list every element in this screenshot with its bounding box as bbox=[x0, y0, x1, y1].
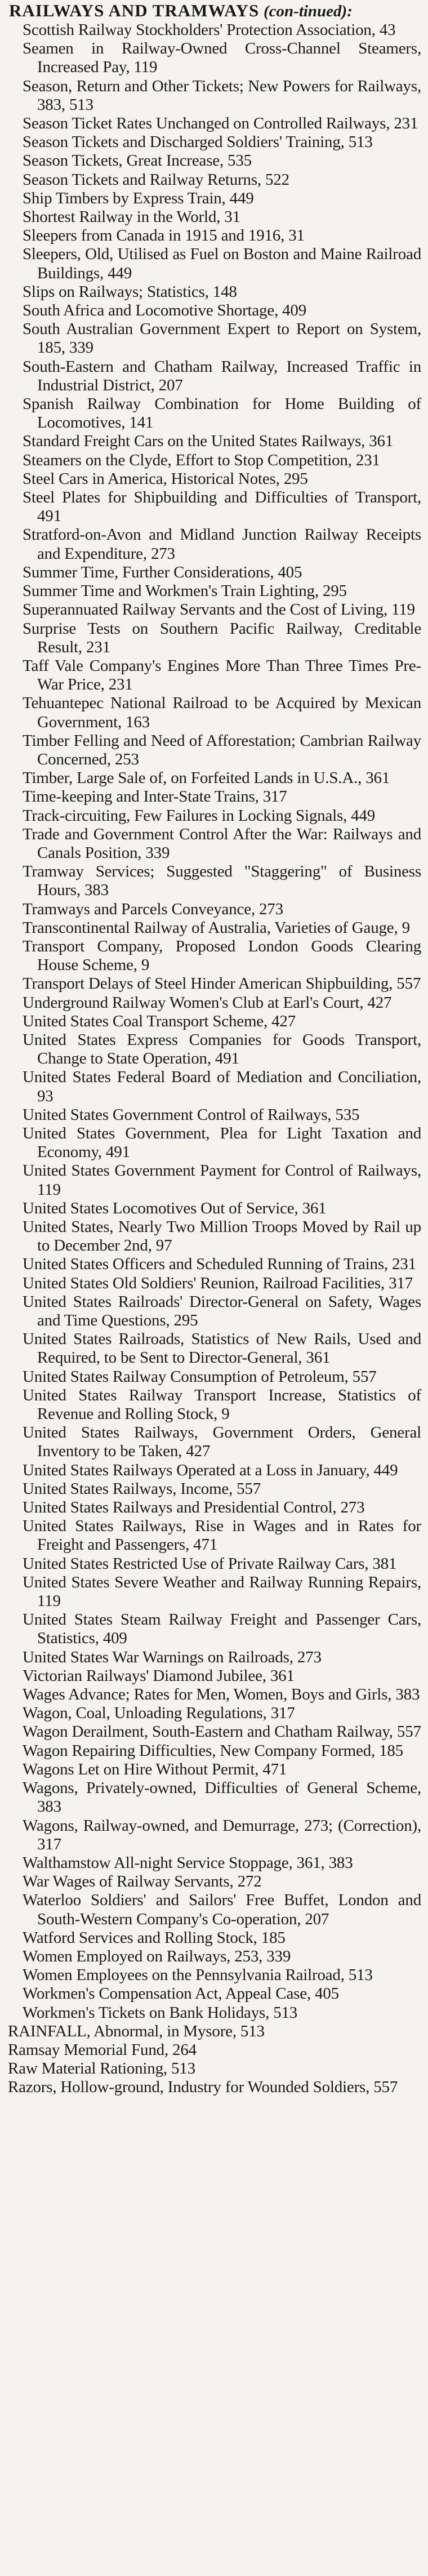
index-entry: United States Railways, Income, 557 bbox=[23, 1479, 261, 1498]
index-entry-new-section: Ramsay Memorial Fund, 264 bbox=[8, 2040, 197, 2059]
index-entry: Women Employed on Railways, 253, 339 bbox=[23, 1947, 291, 1965]
index-entry: Workmen's Tickets on Bank Holidays, 513 bbox=[23, 2003, 298, 2022]
index-entry: Taff Vale Company's Engines More Than Three Times Pre-War Price, 231 bbox=[23, 656, 421, 694]
index-entry: Season Tickets and Railway Returns, 522 bbox=[23, 170, 289, 189]
index-entry: United States Government Payment for Control of Railways, 119 bbox=[23, 1162, 421, 1199]
index-entry: Wagons Let on Hire Without Permit, 471 bbox=[23, 1760, 287, 1778]
index-entry: Season, Return and Other Tickets; New Powers for Railways, 383, 513 bbox=[23, 77, 421, 114]
index-entry: United States Railroads' Director-General on Safety, Wages and Time Questions, 295 bbox=[23, 1292, 421, 1330]
index-entry: Workmen's Compensation Act, Appeal Case, 405 bbox=[23, 1985, 339, 2003]
index-entry-new-section: Razors, Hollow-ground, Industry for Wounded Soldiers, 557 bbox=[8, 2078, 398, 2097]
index-entry: United States Steam Railway Freight and Passenger Cars, Statistics, 409 bbox=[23, 1610, 421, 1648]
index-entry: Wagon Derailment, South-Eastern and Chatham Railway, 557 bbox=[23, 1723, 421, 1741]
index-entry: Wagon Repairing Difficulties, New Company Formed, 185 bbox=[23, 1741, 403, 1760]
index-entry: South Africa and Locomotive Shortage, 409 bbox=[23, 301, 307, 320]
index-entry: Transport Delays of Steel Hinder American Shipbuilding, 557 bbox=[23, 975, 421, 993]
index-entry: Surprise Tests on Southern Pacific Railway, Creditable Result, 231 bbox=[23, 619, 421, 656]
index-entry: Steel Plates for Shipbuilding and Difficulties of Transport, 491 bbox=[23, 488, 421, 526]
index-entry: Track-circuiting, Few Failures in Locking Signals, 449 bbox=[23, 806, 376, 825]
index-entry: Victorian Railways' Diamond Jubilee, 361 bbox=[23, 1666, 295, 1685]
index-entry-list bbox=[8, 21, 421, 2097]
index-entry: Wagons, Privately-owned, Difficulties of General Scheme, 383 bbox=[23, 1779, 421, 1816]
index-entry: United States Government Control of Railways, 535 bbox=[23, 1105, 360, 1124]
index-entry: United States Severe Weather and Railway Running Repairs, 119 bbox=[23, 1573, 421, 1610]
index-entry: United States Railways Operated at a Loss in January, 449 bbox=[23, 1461, 398, 1479]
index-entry: Tramway Services; Suggested "Staggering" of Business Hours, 383 bbox=[23, 862, 421, 900]
index-entry-new-section: Raw Material Rationing, 513 bbox=[8, 2059, 195, 2078]
index-entry: United States Railroads, Statistics of New Rails, Used and Required, to be Sent to Director-General, 361 bbox=[23, 1330, 421, 1367]
index-entry: United States Railways, Government Orders, General Inventory to be Taken, 427 bbox=[23, 1423, 421, 1461]
index-entry: United States Locomotives Out of Service, 361 bbox=[23, 1199, 327, 1217]
index-entry: United States War Warnings on Railroads, 273 bbox=[23, 1648, 322, 1666]
index-entry: Waterloo Soldiers' and Sailors' Free Buffet, London and South-Western Company's Co-operation, 207 bbox=[23, 1891, 421, 1928]
index-entry: Sleepers from Canada in 1915 and 1916, 31 bbox=[23, 226, 305, 245]
index-entry: Steel Cars in America, Historical Notes, 295 bbox=[23, 469, 308, 488]
index-entry: United States Railways, Rise in Wages and in Rates for Freight and Passengers, 471 bbox=[23, 1517, 421, 1554]
index-entry: United States Officers and Scheduled Running of Trains, 231 bbox=[23, 1255, 416, 1274]
index-entry: Steamers on the Clyde, Effort to Stop Competition, 231 bbox=[23, 451, 380, 469]
index-entry: Walthamstow All-night Service Stoppage, 361, 383 bbox=[23, 1853, 353, 1872]
index-entry: Underground Railway Women's Club at Earl's Court, 427 bbox=[23, 993, 392, 1012]
index-entry: Wages Advance; Rates for Men, Women, Boys and Girls, 383 bbox=[23, 1685, 420, 1704]
index-entry: Sleepers, Old, Utilised as Fuel on Boston and Maine Railroad Buildings, 449 bbox=[23, 245, 421, 282]
index-entry: Wagons, Railway-owned, and Demurrage, 273; (Correction), 317 bbox=[23, 1816, 421, 1853]
index-entry: Shortest Railway in the World, 31 bbox=[23, 208, 240, 226]
index-entry: United States Old Soldiers' Reunion, Railroad Facilities, 317 bbox=[23, 1274, 413, 1292]
index-entry: United States Restricted Use of Private Railway Cars, 381 bbox=[23, 1554, 397, 1573]
index-entry: Superannuated Railway Servants and the Cost of Living, 119 bbox=[23, 600, 415, 619]
index-entry: Spanish Railway Combination for Home Building of Locomotives, 141 bbox=[23, 395, 421, 432]
index-entry: United States Coal Transport Scheme, 427 bbox=[23, 1012, 296, 1030]
index-entry: Summer Time, Further Considerations, 405 bbox=[23, 563, 302, 581]
index-entry: United States Government, Plea for Light Taxation and Economy, 491 bbox=[23, 1124, 421, 1162]
index-entry: Time-keeping and Inter-State Trains, 317 bbox=[23, 788, 287, 806]
index-entry: Slips on Railways; Statistics, 148 bbox=[23, 282, 237, 301]
index-entry: Transcontinental Railway of Australia, Varieties of Gauge, 9 bbox=[23, 918, 410, 937]
index-entry: United States Express Companies for Goods Transport, Change to State Operation, 491 bbox=[23, 1030, 421, 1068]
index-entry: Summer Time and Workmen's Train Lighting, 295 bbox=[23, 582, 347, 600]
index-entry: Timber Felling and Need of Afforestation; Cambrian Railway Concerned, 253 bbox=[23, 731, 421, 768]
section-heading-title: RAILWAYS AND TRAMWAYS bbox=[9, 1, 260, 20]
index-entry-new-section: RAINFALL, Abnormal, in Mysore, 513 bbox=[8, 2022, 265, 2040]
index-entry: Wagon, Coal, Unloading Regulations, 317 bbox=[23, 1704, 295, 1723]
index-entry: War Wages of Railway Servants, 272 bbox=[23, 1872, 262, 1891]
index-entry: Season Tickets, Great Increase, 535 bbox=[23, 152, 252, 170]
index-entry: Seamen in Railway-Owned Cross-Channel Steamers, Increased Pay, 119 bbox=[23, 39, 421, 77]
index-entry: Women Employees on the Pennsylvania Railroad, 513 bbox=[23, 1966, 373, 1985]
index-entry: United States, Nearly Two Million Troops Moved by Rail up to December 2nd, 97 bbox=[23, 1218, 421, 1255]
index-entry: South-Eastern and Chatham Railway, Increased Traffic in Industrial District, 207 bbox=[23, 357, 421, 394]
index-entry: Scottish Railway Stockholders' Protection Association, 43 bbox=[23, 21, 396, 39]
index-entry: Season Tickets and Discharged Soldiers' Training, 513 bbox=[23, 133, 373, 152]
section-heading-continued: (con-tinued): bbox=[264, 2, 353, 20]
index-entry: United States Railway Transport Increase, Statistics of Revenue and Rolling Stock, 9 bbox=[23, 1386, 421, 1423]
index-entry: Transport Company, Proposed London Goods Clearing House Scheme, 9 bbox=[23, 937, 421, 975]
index-entry: Watford Services and Rolling Stock, 185 bbox=[23, 1928, 286, 1947]
index-page bbox=[8, 1, 421, 2097]
index-entry: United States Federal Board of Mediation and Conciliation, 93 bbox=[23, 1068, 421, 1105]
index-entry: South Australian Government Expert to Report on System, 185, 339 bbox=[23, 320, 421, 357]
index-entry: Timber, Large Sale of, on Forfeited Lands in U.S.A., 361 bbox=[23, 769, 390, 788]
index-entry: United States Railway Consumption of Petroleum, 557 bbox=[23, 1367, 377, 1386]
index-entry: Standard Freight Cars on the United States Railways, 361 bbox=[23, 432, 394, 451]
index-entry: Trade and Government Control After the War: Railways and Canals Position, 339 bbox=[23, 825, 421, 862]
index-entry: Tramways and Parcels Conveyance, 273 bbox=[23, 900, 283, 918]
index-entry: United States Railways and Presidential Control, 273 bbox=[23, 1498, 365, 1517]
index-entry: Season Ticket Rates Unchanged on Controlled Railways, 231 bbox=[23, 114, 418, 133]
index-entry: Ship Timbers by Express Train, 449 bbox=[23, 189, 254, 207]
index-entry: Tehuantepec National Railroad to be Acquired by Mexican Government, 163 bbox=[23, 694, 421, 731]
section-heading bbox=[8, 1, 421, 21]
index-entry: Stratford-on-Avon and Midland Junction Railway Receipts and Expenditure, 273 bbox=[23, 526, 421, 563]
